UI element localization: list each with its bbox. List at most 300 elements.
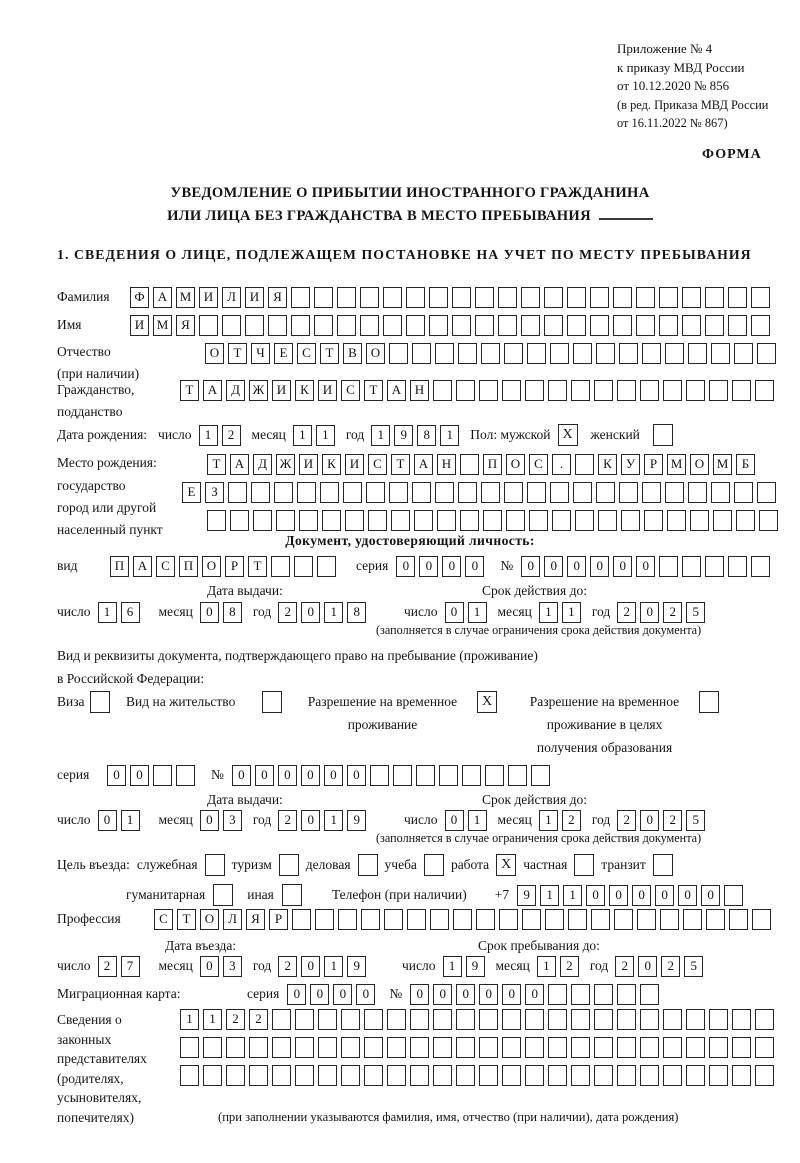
char-cell[interactable]: О (200, 909, 219, 930)
char-cell[interactable] (199, 315, 218, 336)
char-cell[interactable] (548, 1037, 567, 1058)
char-cell[interactable] (728, 556, 747, 577)
char-cell[interactable] (594, 1037, 613, 1058)
char-cell[interactable] (548, 1009, 567, 1030)
char-cell[interactable]: О (690, 454, 709, 475)
char-cell[interactable] (412, 343, 431, 364)
char-cell[interactable] (360, 287, 379, 308)
char-cell[interactable] (640, 1065, 659, 1086)
char-cell[interactable]: 9 (394, 425, 413, 446)
char-cell[interactable] (613, 287, 632, 308)
char-cell[interactable] (453, 909, 472, 930)
char-cell[interactable] (364, 1065, 383, 1086)
char-cell[interactable] (575, 510, 594, 531)
char-cell[interactable]: 0 (347, 765, 366, 786)
char-cell[interactable] (314, 315, 333, 336)
char-cell[interactable]: 9 (517, 885, 536, 906)
char-cell[interactable] (757, 343, 776, 364)
char-cell[interactable]: 0 (590, 556, 609, 577)
char-cell[interactable] (527, 343, 546, 364)
char-cell[interactable] (387, 1065, 406, 1086)
char-cell[interactable] (711, 482, 730, 503)
char-cell[interactable] (295, 1009, 314, 1030)
char-cell[interactable] (755, 1037, 774, 1058)
char-cell[interactable]: И (199, 287, 218, 308)
char-cell[interactable] (502, 1009, 521, 1030)
char-cell[interactable]: 0 (310, 984, 329, 1005)
char-cell[interactable] (416, 765, 435, 786)
char-cell[interactable] (180, 1065, 199, 1086)
char-cell[interactable] (686, 1009, 705, 1030)
char-cell[interactable] (322, 510, 341, 531)
char-cell[interactable] (619, 343, 638, 364)
char-cell[interactable] (430, 909, 449, 930)
char-cell[interactable] (389, 343, 408, 364)
char-cell[interactable]: 0 (567, 556, 586, 577)
char-cell[interactable]: 0 (655, 885, 674, 906)
char-cell[interactable] (709, 1037, 728, 1058)
char-cell[interactable] (410, 1065, 429, 1086)
char-cell[interactable] (640, 380, 659, 401)
char-cell[interactable]: 1 (199, 425, 218, 446)
char-cell[interactable]: 1 (203, 1009, 222, 1030)
char-cell[interactable] (268, 315, 287, 336)
char-cell[interactable] (590, 315, 609, 336)
char-cell[interactable]: Т (364, 380, 383, 401)
purpose-tourism-checkbox[interactable] (279, 854, 299, 876)
char-cell[interactable] (370, 765, 389, 786)
char-cell[interactable] (271, 556, 290, 577)
temp-residence-checkbox[interactable]: X (477, 691, 497, 713)
char-cell[interactable] (207, 510, 226, 531)
char-cell[interactable] (272, 1065, 291, 1086)
char-cell[interactable]: 1 (324, 810, 343, 831)
char-cell[interactable]: П (179, 556, 198, 577)
char-cell[interactable]: 0 (521, 556, 540, 577)
char-cell[interactable] (315, 909, 334, 930)
char-cell[interactable]: 1 (324, 956, 343, 977)
char-cell[interactable] (617, 1009, 636, 1030)
char-cell[interactable] (508, 765, 527, 786)
char-cell[interactable] (525, 1065, 544, 1086)
char-cell[interactable] (757, 482, 776, 503)
char-cell[interactable]: И (299, 454, 318, 475)
char-cell[interactable] (614, 909, 633, 930)
char-cell[interactable] (688, 343, 707, 364)
char-cell[interactable] (251, 482, 270, 503)
char-cell[interactable] (665, 482, 684, 503)
char-cell[interactable] (709, 380, 728, 401)
char-cell[interactable] (682, 287, 701, 308)
char-cell[interactable]: 3 (223, 956, 242, 977)
char-cell[interactable] (665, 343, 684, 364)
char-cell[interactable]: Л (223, 909, 242, 930)
char-cell[interactable] (407, 909, 426, 930)
char-cell[interactable] (663, 1065, 682, 1086)
char-cell[interactable] (594, 1065, 613, 1086)
char-cell[interactable]: 0 (678, 885, 697, 906)
char-cell[interactable] (249, 1037, 268, 1058)
char-cell[interactable] (594, 380, 613, 401)
char-cell[interactable] (521, 287, 540, 308)
char-cell[interactable]: 0 (701, 885, 720, 906)
char-cell[interactable]: 3 (223, 810, 242, 831)
char-cell[interactable] (320, 482, 339, 503)
char-cell[interactable]: Е (274, 343, 293, 364)
char-cell[interactable]: О (506, 454, 525, 475)
char-cell[interactable]: 0 (333, 984, 352, 1005)
purpose-work-checkbox[interactable]: X (496, 854, 516, 876)
char-cell[interactable] (387, 1009, 406, 1030)
char-cell[interactable] (596, 482, 615, 503)
char-cell[interactable]: С (368, 454, 387, 475)
char-cell[interactable]: Т (248, 556, 267, 577)
char-cell[interactable]: . (552, 454, 571, 475)
char-cell[interactable] (525, 1009, 544, 1030)
char-cell[interactable]: П (110, 556, 129, 577)
char-cell[interactable]: Р (644, 454, 663, 475)
char-cell[interactable] (153, 765, 172, 786)
char-cell[interactable]: 1 (468, 810, 487, 831)
char-cell[interactable] (640, 984, 659, 1005)
char-cell[interactable] (341, 1065, 360, 1086)
char-cell[interactable]: 0 (410, 984, 429, 1005)
char-cell[interactable]: И (318, 380, 337, 401)
char-cell[interactable] (291, 287, 310, 308)
char-cell[interactable] (393, 765, 412, 786)
char-cell[interactable]: 1 (324, 602, 343, 623)
char-cell[interactable]: 2 (562, 810, 581, 831)
char-cell[interactable]: Я (246, 909, 265, 930)
char-cell[interactable]: А (230, 454, 249, 475)
char-cell[interactable] (751, 556, 770, 577)
char-cell[interactable] (504, 482, 523, 503)
char-cell[interactable] (337, 287, 356, 308)
char-cell[interactable]: 0 (278, 765, 297, 786)
char-cell[interactable] (228, 482, 247, 503)
char-cell[interactable]: 0 (433, 984, 452, 1005)
char-cell[interactable]: 2 (615, 956, 634, 977)
char-cell[interactable] (343, 482, 362, 503)
char-cell[interactable] (475, 315, 494, 336)
char-cell[interactable]: О (202, 556, 221, 577)
char-cell[interactable]: А (387, 380, 406, 401)
char-cell[interactable] (456, 380, 475, 401)
char-cell[interactable]: Т (228, 343, 247, 364)
char-cell[interactable]: А (133, 556, 152, 577)
char-cell[interactable] (552, 510, 571, 531)
char-cell[interactable] (709, 1009, 728, 1030)
char-cell[interactable] (274, 482, 293, 503)
char-cell[interactable] (660, 909, 679, 930)
char-cell[interactable] (479, 1037, 498, 1058)
char-cell[interactable]: 0 (640, 602, 659, 623)
char-cell[interactable] (433, 1037, 452, 1058)
char-cell[interactable] (435, 343, 454, 364)
purpose-other-checkbox[interactable] (282, 884, 302, 906)
char-cell[interactable]: 1 (540, 885, 559, 906)
char-cell[interactable] (176, 765, 195, 786)
char-cell[interactable] (527, 482, 546, 503)
char-cell[interactable]: 1 (180, 1009, 199, 1030)
char-cell[interactable] (476, 909, 495, 930)
char-cell[interactable]: 9 (466, 956, 485, 977)
char-cell[interactable] (598, 510, 617, 531)
char-cell[interactable] (640, 1009, 659, 1030)
char-cell[interactable] (389, 482, 408, 503)
char-cell[interactable] (591, 909, 610, 930)
char-cell[interactable]: 0 (465, 556, 484, 577)
char-cell[interactable] (642, 343, 661, 364)
char-cell[interactable]: И (272, 380, 291, 401)
purpose-humanitarian-checkbox[interactable] (213, 884, 233, 906)
char-cell[interactable] (297, 482, 316, 503)
char-cell[interactable]: И (130, 315, 149, 336)
char-cell[interactable]: Е (182, 482, 201, 503)
char-cell[interactable] (617, 1037, 636, 1058)
char-cell[interactable]: 0 (130, 765, 149, 786)
char-cell[interactable]: 1 (539, 602, 558, 623)
char-cell[interactable] (479, 1065, 498, 1086)
temp-residence-edu-checkbox[interactable] (699, 691, 719, 713)
char-cell[interactable]: 0 (287, 984, 306, 1005)
char-cell[interactable]: Н (437, 454, 456, 475)
char-cell[interactable] (433, 1009, 452, 1030)
char-cell[interactable] (659, 315, 678, 336)
purpose-business-checkbox[interactable] (358, 854, 378, 876)
char-cell[interactable]: Т (320, 343, 339, 364)
char-cell[interactable] (345, 510, 364, 531)
char-cell[interactable]: А (414, 454, 433, 475)
char-cell[interactable]: И (345, 454, 364, 475)
char-cell[interactable] (272, 1037, 291, 1058)
char-cell[interactable] (368, 510, 387, 531)
char-cell[interactable] (732, 380, 751, 401)
char-cell[interactable] (550, 482, 569, 503)
char-cell[interactable] (688, 482, 707, 503)
char-cell[interactable] (429, 315, 448, 336)
char-cell[interactable] (545, 909, 564, 930)
char-cell[interactable]: 6 (121, 602, 140, 623)
char-cell[interactable] (180, 1037, 199, 1058)
char-cell[interactable] (525, 1037, 544, 1058)
char-cell[interactable] (294, 556, 313, 577)
char-cell[interactable] (729, 909, 748, 930)
char-cell[interactable]: 2 (661, 956, 680, 977)
char-cell[interactable]: Д (253, 454, 272, 475)
char-cell[interactable]: 5 (686, 810, 705, 831)
char-cell[interactable]: Б (736, 454, 755, 475)
char-cell[interactable] (499, 909, 518, 930)
char-cell[interactable] (544, 315, 563, 336)
char-cell[interactable]: 2 (663, 602, 682, 623)
char-cell[interactable]: С (341, 380, 360, 401)
char-cell[interactable]: 5 (686, 602, 705, 623)
char-cell[interactable] (573, 343, 592, 364)
char-cell[interactable] (435, 482, 454, 503)
char-cell[interactable] (567, 287, 586, 308)
char-cell[interactable] (460, 510, 479, 531)
char-cell[interactable]: 1 (562, 602, 581, 623)
char-cell[interactable] (462, 765, 481, 786)
char-cell[interactable] (594, 984, 613, 1005)
char-cell[interactable]: 2 (617, 602, 636, 623)
char-cell[interactable]: С (156, 556, 175, 577)
char-cell[interactable] (364, 1037, 383, 1058)
char-cell[interactable] (456, 1037, 475, 1058)
char-cell[interactable]: 9 (347, 810, 366, 831)
char-cell[interactable] (550, 343, 569, 364)
char-cell[interactable]: 1 (371, 425, 390, 446)
char-cell[interactable] (222, 315, 241, 336)
char-cell[interactable] (364, 1009, 383, 1030)
char-cell[interactable] (686, 380, 705, 401)
char-cell[interactable] (755, 380, 774, 401)
char-cell[interactable]: 0 (525, 984, 544, 1005)
char-cell[interactable]: С (297, 343, 316, 364)
char-cell[interactable] (705, 315, 724, 336)
char-cell[interactable]: 0 (632, 885, 651, 906)
char-cell[interactable] (663, 380, 682, 401)
char-cell[interactable] (617, 380, 636, 401)
sex-female-checkbox[interactable] (653, 424, 673, 446)
char-cell[interactable] (659, 556, 678, 577)
char-cell[interactable]: 2 (560, 956, 579, 977)
char-cell[interactable]: 2 (98, 956, 117, 977)
char-cell[interactable]: О (366, 343, 385, 364)
char-cell[interactable]: 1 (537, 956, 556, 977)
char-cell[interactable]: 0 (609, 885, 628, 906)
char-cell[interactable] (502, 380, 521, 401)
char-cell[interactable]: 1 (563, 885, 582, 906)
char-cell[interactable] (203, 1065, 222, 1086)
char-cell[interactable] (521, 315, 540, 336)
char-cell[interactable] (682, 556, 701, 577)
char-cell[interactable] (502, 1037, 521, 1058)
char-cell[interactable] (433, 380, 452, 401)
char-cell[interactable] (755, 1065, 774, 1086)
char-cell[interactable] (571, 1037, 590, 1058)
char-cell[interactable]: 2 (278, 810, 297, 831)
char-cell[interactable] (683, 909, 702, 930)
char-cell[interactable]: 1 (443, 956, 462, 977)
char-cell[interactable] (429, 287, 448, 308)
char-cell[interactable] (437, 510, 456, 531)
char-cell[interactable] (245, 315, 264, 336)
char-cell[interactable] (481, 482, 500, 503)
char-cell[interactable] (706, 909, 725, 930)
char-cell[interactable]: 1 (316, 425, 335, 446)
char-cell[interactable]: М (176, 287, 195, 308)
char-cell[interactable]: 0 (586, 885, 605, 906)
char-cell[interactable]: 9 (347, 956, 366, 977)
char-cell[interactable]: 0 (544, 556, 563, 577)
residence-permit-checkbox[interactable] (262, 691, 282, 713)
char-cell[interactable] (705, 556, 724, 577)
char-cell[interactable] (548, 984, 567, 1005)
char-cell[interactable] (384, 909, 403, 930)
char-cell[interactable]: 0 (445, 810, 464, 831)
char-cell[interactable] (636, 287, 655, 308)
char-cell[interactable] (458, 343, 477, 364)
char-cell[interactable] (594, 1009, 613, 1030)
char-cell[interactable] (253, 510, 272, 531)
sex-male-checkbox[interactable]: X (558, 424, 578, 446)
char-cell[interactable] (291, 315, 310, 336)
char-cell[interactable] (567, 315, 586, 336)
char-cell[interactable] (406, 287, 425, 308)
char-cell[interactable] (483, 510, 502, 531)
char-cell[interactable]: 1 (121, 810, 140, 831)
char-cell[interactable] (590, 287, 609, 308)
char-cell[interactable]: Н (410, 380, 429, 401)
char-cell[interactable] (571, 380, 590, 401)
char-cell[interactable] (732, 1065, 751, 1086)
char-cell[interactable] (751, 315, 770, 336)
char-cell[interactable] (383, 287, 402, 308)
char-cell[interactable] (619, 482, 638, 503)
char-cell[interactable] (734, 343, 753, 364)
char-cell[interactable] (571, 1065, 590, 1086)
char-cell[interactable] (366, 482, 385, 503)
char-cell[interactable]: 8 (223, 602, 242, 623)
char-cell[interactable] (318, 1009, 337, 1030)
char-cell[interactable] (439, 765, 458, 786)
char-cell[interactable]: 0 (638, 956, 657, 977)
char-cell[interactable] (391, 510, 410, 531)
char-cell[interactable]: 0 (200, 602, 219, 623)
char-cell[interactable] (724, 885, 743, 906)
char-cell[interactable] (226, 1065, 245, 1086)
char-cell[interactable] (502, 1065, 521, 1086)
char-cell[interactable]: 2 (663, 810, 682, 831)
purpose-study-checkbox[interactable] (424, 854, 444, 876)
char-cell[interactable]: 0 (107, 765, 126, 786)
char-cell[interactable] (755, 1009, 774, 1030)
char-cell[interactable]: 0 (301, 810, 320, 831)
char-cell[interactable] (728, 287, 747, 308)
char-cell[interactable]: 0 (255, 765, 274, 786)
char-cell[interactable] (732, 1009, 751, 1030)
char-cell[interactable]: А (153, 287, 172, 308)
char-cell[interactable] (318, 1065, 337, 1086)
char-cell[interactable] (613, 315, 632, 336)
char-cell[interactable]: В (343, 343, 362, 364)
char-cell[interactable] (709, 1065, 728, 1086)
char-cell[interactable]: 1 (440, 425, 459, 446)
char-cell[interactable]: 0 (200, 956, 219, 977)
char-cell[interactable]: Т (207, 454, 226, 475)
char-cell[interactable]: Ж (249, 380, 268, 401)
char-cell[interactable] (410, 1009, 429, 1030)
char-cell[interactable]: 8 (417, 425, 436, 446)
char-cell[interactable] (383, 315, 402, 336)
char-cell[interactable]: 2 (617, 810, 636, 831)
visa-checkbox[interactable] (90, 691, 110, 713)
char-cell[interactable]: Р (225, 556, 244, 577)
char-cell[interactable]: С (529, 454, 548, 475)
char-cell[interactable]: Л (222, 287, 241, 308)
char-cell[interactable]: 0 (502, 984, 521, 1005)
char-cell[interactable]: 0 (396, 556, 415, 577)
char-cell[interactable] (596, 343, 615, 364)
char-cell[interactable] (295, 1065, 314, 1086)
char-cell[interactable] (621, 510, 640, 531)
char-cell[interactable] (575, 454, 594, 475)
char-cell[interactable] (644, 510, 663, 531)
char-cell[interactable] (276, 510, 295, 531)
char-cell[interactable]: Я (176, 315, 195, 336)
